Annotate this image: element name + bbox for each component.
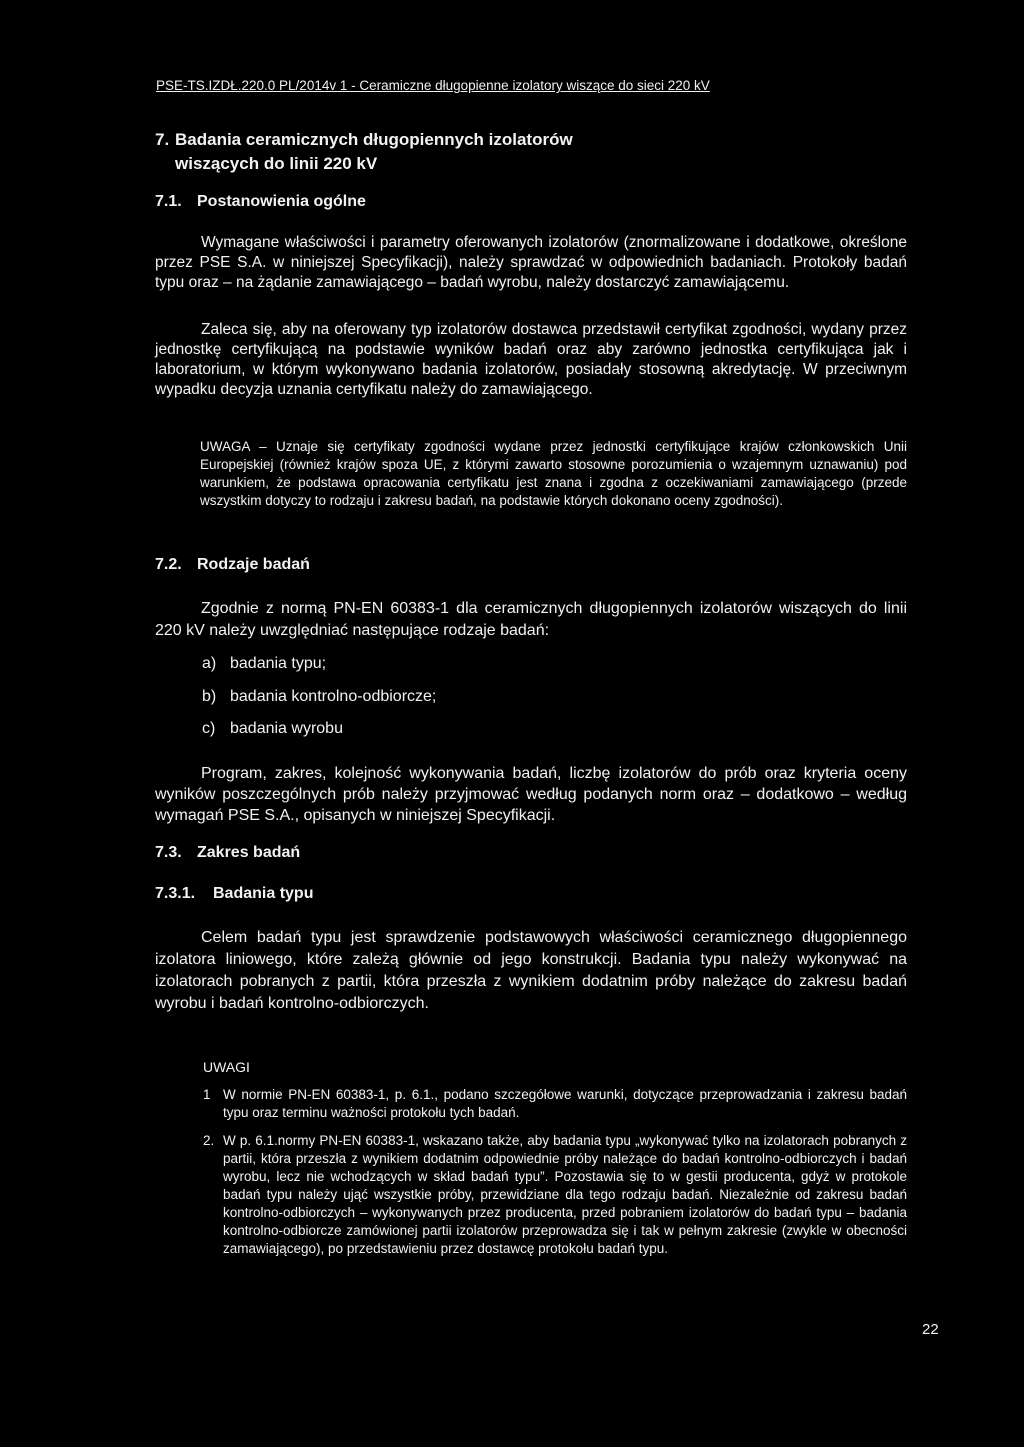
section-7-3-1-paragraph (155, 927, 907, 1015)
section-7-2-paragraph (155, 763, 907, 826)
note-text: W p. 6.1.normy PN-EN 60383-1, wskazano także, aby badania typu „wykonywać tylko na izolatorach pobranych z partii, która przeszła z wynikiem dodatnim odpowiednie próby należące do badań kontrolno-odbiorczych i badań wyrobu, lecz nie wchodzących w skład badań typu”. Pozostawia się to w gestii producenta, gdyż w protokole badań typu należy ująć wszystkie próby, przewidziane dla tego rodzaju badań. Niezależnie od zakresu badań kontrolno-odbiorczych – wykonywanych przez producenta, przed pobraniem izolatorów do badań typu – badania kontrolno-odbiorcze zamówionej partii izolatorów przeprowadza się i tak w pełnym zakresie (zwykle w obecności zamawiającego), po przedstawieniu przez dostawcę protokołu badań typu. (223, 1133, 907, 1256)
list-item (202, 720, 343, 738)
section-7-2-intro (155, 598, 907, 642)
section-7-1-paragraph-1 (155, 233, 907, 293)
note-text: W normie PN-EN 60383-1, p. 6.1., podano szczegółowe warunki, dotyczące przeprowadzania i zakresu badań typu oraz terminu ważności protokołu tych badań. (223, 1087, 907, 1120)
note-item-1 (203, 1086, 907, 1122)
list-item-text: badania kontrolno-odbiorcze; (230, 688, 437, 705)
uwagi-label: UWAGI (203, 1059, 250, 1075)
section-7-heading (155, 128, 573, 176)
list-marker: c) (202, 720, 216, 737)
section-7-3-heading (155, 844, 300, 862)
section-7-2-paragraph-text: Program, zakres, kolejność wykonywania badań, liczbę izolatorów do prób oraz kryteria oceny wyników poszczególnych prób należy przyjmować według podanych norm oraz – dodatkowo – według wymagań PSE S.A., opisanych w niniejszej Specyfikacji. (155, 765, 907, 824)
section-7-1-title: Postanowienia ogólne (197, 193, 366, 210)
section-7-2-number: 7.2. (155, 556, 182, 573)
section-7-3-1-title: Badania typu (213, 885, 314, 902)
note-number: 1 (203, 1087, 211, 1102)
section-7-number: 7. (155, 130, 170, 149)
section-7-1-number: 7.1. (155, 193, 182, 210)
list-marker: b) (202, 688, 217, 705)
list-item (202, 688, 436, 706)
section-7-2-heading (155, 556, 310, 574)
page-number: 22 (922, 1321, 939, 1338)
running-header: PSE-TS.IZDŁ.220.0 PL/2014v 1 - Ceramiczne długopienne izolatory wiszące do sieci 220 kV (156, 78, 710, 93)
list-marker: a) (202, 655, 217, 672)
uwaga-note: UWAGA – Uznaje się certyfikaty zgodności wydane przez jednostki certyfikujące krajów członkowskich Unii Europejskiej (również krajów spoza UE, z którymi zawarto stosowne porozumienia o wzajemnym uznawaniu) pod warunkiem, że podstawa opracowania certyfikatu jest znana i zgodna z oczekiwaniami zamawiającego (przede wszystkim dotyczy to rodzaju i zakresu badań, na podstawie których dokonano oceny zgodności). (200, 439, 907, 508)
note-item-2 (203, 1132, 907, 1258)
note-number: 2. (203, 1133, 215, 1148)
list-item-text: badania wyrobu (230, 720, 343, 737)
section-7-2-title: Rodzaje badań (197, 556, 310, 573)
list-item (202, 655, 326, 673)
section-7-2-intro-text: Zgodnie z normą PN-EN 60383-1 dla ceramicznych długopiennych izolatorów wiszących do linii 220 kV należy uwzględniać następujące rodzaje badań: (155, 600, 907, 639)
section-7-title-line1: Badania ceramicznych długopiennych izolatorów (175, 130, 573, 149)
section-7-3-number: 7.3. (155, 844, 182, 861)
section-7-3-title: Zakres badań (197, 844, 301, 861)
section-7-1-paragraph-2-text: Zaleca się, aby na oferowany typ izolatorów dostawca przedstawił certyfikat zgodności, wydany przez jednostkę certyfikującą na podstawie wyników badań oraz aby zarówno jednostka certyfikująca jak i laboratorium, w którym wykonywano badania izolatorów, posiadały stosowną akredytację. W przeciwnym wypadku decyzja uznania certyfikatu należy do zamawiającego. (155, 321, 907, 398)
section-7-3-1-number: 7.3.1. (155, 885, 196, 902)
section-7-1-paragraph-1-text: Wymagane właściwości i parametry oferowanych izolatorów (znormalizowane i dodatkowe, określone przez PSE S.A. w niniejszej Specyfikacji), należy sprawdzać w odpowiednich badaniach. Protokoły badań typu oraz – na żądanie zamawiającego – badań wyrobu, należy dostarczyć zamawiającemu. (155, 234, 907, 291)
section-7-1-heading (155, 193, 366, 211)
section-7-3-1-paragraph-text: Celem badań typu jest sprawdzenie podstawowych właściwości ceramicznego długopiennego izolatora liniowego, które zależą głównie od jego konstrukcji. Badania typu należy wykonywać na izolatorach pobranych z partii, która przeszła z wynikiem dodatnim próby należące do zakresu badań wyrobu i badań kontrolno-odbiorczych. (155, 929, 907, 1012)
section-7-title-line2: wiszących do linii 220 kV (175, 154, 378, 173)
section-7-3-1-heading (155, 885, 313, 903)
list-item-text: badania typu; (230, 655, 327, 672)
section-7-1-paragraph-2 (155, 320, 907, 400)
